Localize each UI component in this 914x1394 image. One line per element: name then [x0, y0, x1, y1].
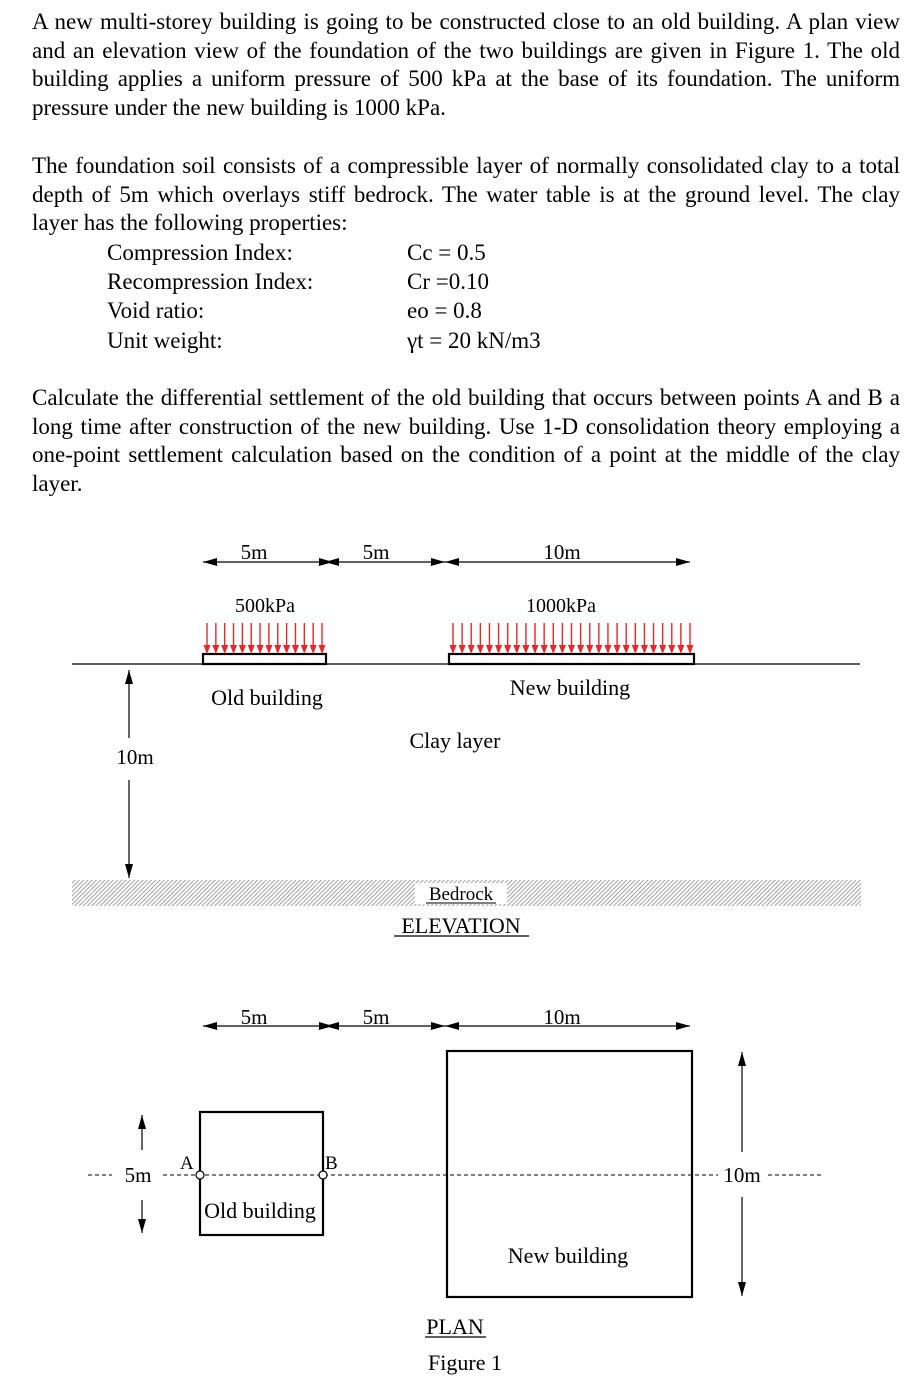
clay-layer-label: Clay layer: [409, 728, 501, 753]
elev-new-building-label: New building: [509, 675, 631, 700]
load-arrow-head: [248, 645, 255, 654]
load-arrow-head: [513, 645, 520, 654]
load-arrow-head: [504, 645, 511, 654]
old-building-load-arrows: [204, 623, 326, 654]
load-arrow-head: [292, 645, 299, 654]
elevation-dimension-line: [203, 558, 690, 566]
elev-dim-old-width: 5m: [240, 540, 268, 564]
new-pressure-label: 1000kPa: [526, 595, 596, 617]
load-arrow-head: [550, 645, 557, 654]
intro-paragraph: A new multi-storey building is going to be constructed close to an old building. A plan view and an elevation view of the foundation of the two buildings are given in Figure 1. The old building applies a uniform pressure of 500 kPa at the base of its foundation. The uniform pressure under the new building is 1000 kPa.: [32, 9, 900, 120]
plan-title: PLAN: [426, 1314, 484, 1339]
old-pressure-label: 500kPa: [235, 595, 295, 617]
load-arrow-head: [568, 645, 575, 654]
property-label: Void ratio:: [107, 298, 205, 323]
point-b-label: B: [325, 1153, 338, 1174]
depth-dimension-arrow: [125, 670, 133, 878]
load-arrow-head: [614, 645, 621, 654]
point-a-marker: [196, 1171, 204, 1179]
plan-right-dim-label: 10m: [723, 1163, 761, 1187]
elevation-title: ELEVATION: [401, 913, 521, 938]
plan-dim-old-width: 5m: [240, 1005, 268, 1029]
load-arrow-head: [677, 645, 684, 654]
load-arrow-head: [204, 645, 211, 654]
plan-dim-new-width: 10m: [543, 1005, 581, 1029]
load-arrow-head: [459, 645, 466, 654]
load-arrow-head: [212, 645, 219, 654]
elevation-view: [72, 540, 861, 938]
load-arrow-head: [641, 645, 648, 654]
load-arrow-head: [274, 645, 281, 654]
load-arrow-head: [301, 645, 308, 654]
figure-caption: Figure 1: [428, 1350, 502, 1375]
plan-view: [88, 1005, 822, 1375]
property-label: Unit weight:: [107, 328, 223, 353]
load-arrow-head: [230, 645, 237, 654]
load-arrow-head: [221, 645, 228, 654]
property-value: Cc = 0.5: [407, 240, 486, 265]
load-arrow-head: [283, 645, 290, 654]
load-arrow-head: [623, 645, 630, 654]
elev-old-building-label: Old building: [211, 685, 323, 710]
elev-dim-new-width: 10m: [543, 540, 581, 564]
load-arrow-head: [522, 645, 529, 654]
property-value: Cr =0.10: [407, 269, 489, 294]
elev-dim-gap: 5m: [362, 540, 390, 564]
depth-label: 10m: [116, 745, 154, 769]
load-arrow-head: [239, 645, 246, 654]
load-arrow-head: [310, 645, 317, 654]
load-arrow-head: [577, 645, 584, 654]
old-footing: [203, 654, 326, 664]
bedrock-label: Bedrock: [428, 884, 494, 905]
load-arrow-head: [319, 645, 326, 654]
load-arrow-head: [495, 645, 502, 654]
load-arrow-head: [486, 645, 493, 654]
load-arrow-head: [265, 645, 272, 654]
new-building-load-arrows: [450, 623, 694, 654]
plan-dimension-line: [203, 1022, 690, 1030]
point-a-label: A: [180, 1153, 194, 1174]
load-arrow-head: [477, 645, 484, 654]
task-paragraph: Calculate the differential settlement of the old building that occurs between points A and B a long time after construction of the new building. Use 1-D consolidation theory employing a one-point settlement calculation based on the condition of a point at the middle of the clay layer.: [32, 385, 900, 496]
load-arrow-head: [595, 645, 602, 654]
property-label: Recompression Index:: [107, 269, 314, 294]
load-arrow-head: [668, 645, 675, 654]
load-arrow-head: [541, 645, 548, 654]
load-arrow-head: [604, 645, 611, 654]
load-arrow-head: [650, 645, 657, 654]
plan-left-dim-label: 5m: [124, 1163, 152, 1187]
load-arrow-head: [450, 645, 457, 654]
load-arrow-head: [586, 645, 593, 654]
load-arrow-head: [559, 645, 566, 654]
load-arrow-head: [532, 645, 539, 654]
plan-dim-gap: 5m: [362, 1005, 390, 1029]
load-arrow-head: [687, 645, 694, 654]
property-label: Compression Index:: [107, 240, 293, 265]
plan-new-building-label: New building: [507, 1243, 629, 1268]
load-arrow-head: [632, 645, 639, 654]
plan-old-building-label: Old building: [204, 1198, 316, 1223]
new-footing: [449, 654, 694, 664]
load-arrow-head: [468, 645, 475, 654]
load-arrow-head: [257, 645, 264, 654]
property-value: γt = 20 kN/m3: [407, 328, 541, 353]
soil-description-paragraph: The foundation soil consists of a compressible layer of normally consolidated clay to a total depth of 5m which overlays stiff bedrock. The water table is at the ground level. The clay layer has the following properties:: [32, 153, 900, 235]
property-value: eo = 0.8: [407, 298, 482, 323]
load-arrow-head: [659, 645, 666, 654]
